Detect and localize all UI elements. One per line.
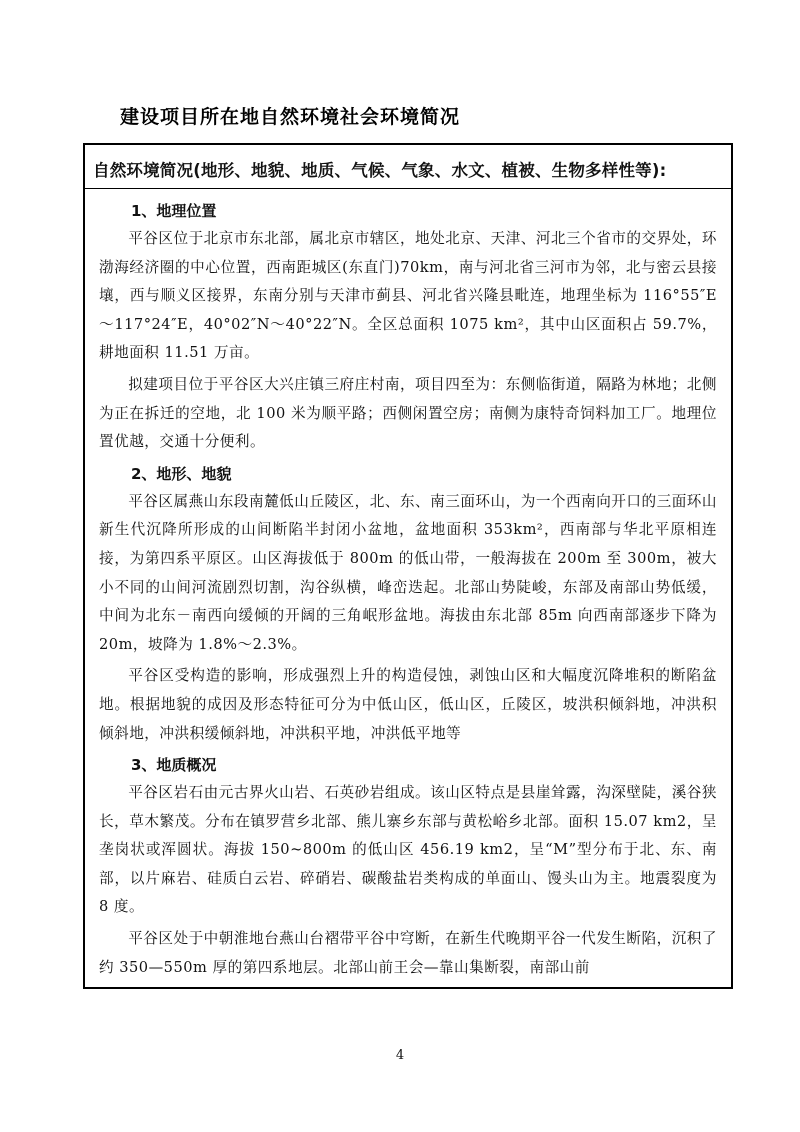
page-title: 建设项目所在地自然环境社会环境简况 bbox=[120, 106, 461, 128]
section-heading-terrain: 2、地形、地貌 bbox=[131, 464, 232, 483]
paragraph: 平谷区属燕山东段南麓低山丘陵区，北、东、南三面环山，为一个西南向开口的三面环山新生代沉降所形成的山间断陷半封闭小盆地，盆地面积 353km²，西南部与华北平原相连接，为第四系平原区。山区海拔低于 800m 的低山带，一般海拔在 200m 至 300m，被大小不同的山间河流剧烈切割，沟谷纵横，峰峦迭起。北部山势陡峻，东部及南部山势低缓，中间为北东－南西向缓倾的开阔的三角岷形盆地。海拔由东北部 85m 向西南部逐步下降为 20m，坡降为 1.8%～2.3%。 bbox=[99, 492, 717, 653]
paragraph: 平谷区处于中朝淮地台燕山台褶带平谷中穹断，在新生代晚期平谷一代发生断陷，沉积了约 350—550m 厚的第四系地层。北部山前王会—靠山集断裂，南部山前 bbox=[99, 930, 717, 976]
paragraph: 拟建项目位于平谷区大兴庄镇三府庄村南，项目四至为：东侧临街道，隔路为林地；北侧为正在拆迁的空地，北 100 米为顺平路；西侧闲置空房；南侧为康特奇饲料加工厂。地理位置优越，交通十分便利。 bbox=[99, 375, 717, 451]
section-heading-geology: 3、地质概况 bbox=[131, 756, 217, 775]
box-content bbox=[85, 189, 731, 982]
natural-environment-box bbox=[83, 143, 733, 989]
section-heading-location: 1、地理位置 bbox=[131, 202, 217, 220]
box-header: 自然环境简况(地形、地貌、地质、气候、气象、水文、植被、生物多样性等): bbox=[85, 145, 731, 189]
page-number: 4 bbox=[395, 1048, 405, 1063]
paragraph: 平谷区位于北京市东北部，属北京市辖区，地处北京、天津、河北三个省市的交界处，环渤海经济圈的中心位置，西南距城区(东直门)70km，南与河北省三河市为邻，北与密云县接壤，西与顺义区接界，东南分别与天津市蓟县、河北省兴隆县毗连，地理坐标为 116°55″E～117°24″E，40°02″N～40°22″N。全区总面积 1075 km²，其中山区面积占 59.7%，耕地面积 11.51 万亩。 bbox=[99, 230, 717, 362]
paragraph: 平谷区受构造的影响，形成强烈上升的构造侵蚀，剥蚀山区和大幅度沉降堆积的断陷盆地。根据地貌的成因及形态特征可分为中低山区，低山区，丘陵区，坡洪积倾斜地，冲洪积倾斜地，冲洪积缓倾斜地，冲洪积平地，冲洪低平地等 bbox=[99, 667, 717, 742]
paragraph: 平谷区岩石由元古界火山岩、石英砂岩组成。该山区特点是县崖耸露，沟深壁陡，溪谷狭长，草木繁茂。分布在镇罗营乡北部、熊儿寨乡东部与黄松峪乡北部。面积 15.07 km2，呈垄岗状或浑圆状。海拔 150~800m 的低山区 456.19 km2，呈“M”型分布于北、东、南部，以片麻岩、硅质白云岩、碎硝岩、碳酸盐岩类构成的单面山、馒头山为主。地震裂度为 8 度。 bbox=[99, 784, 717, 916]
